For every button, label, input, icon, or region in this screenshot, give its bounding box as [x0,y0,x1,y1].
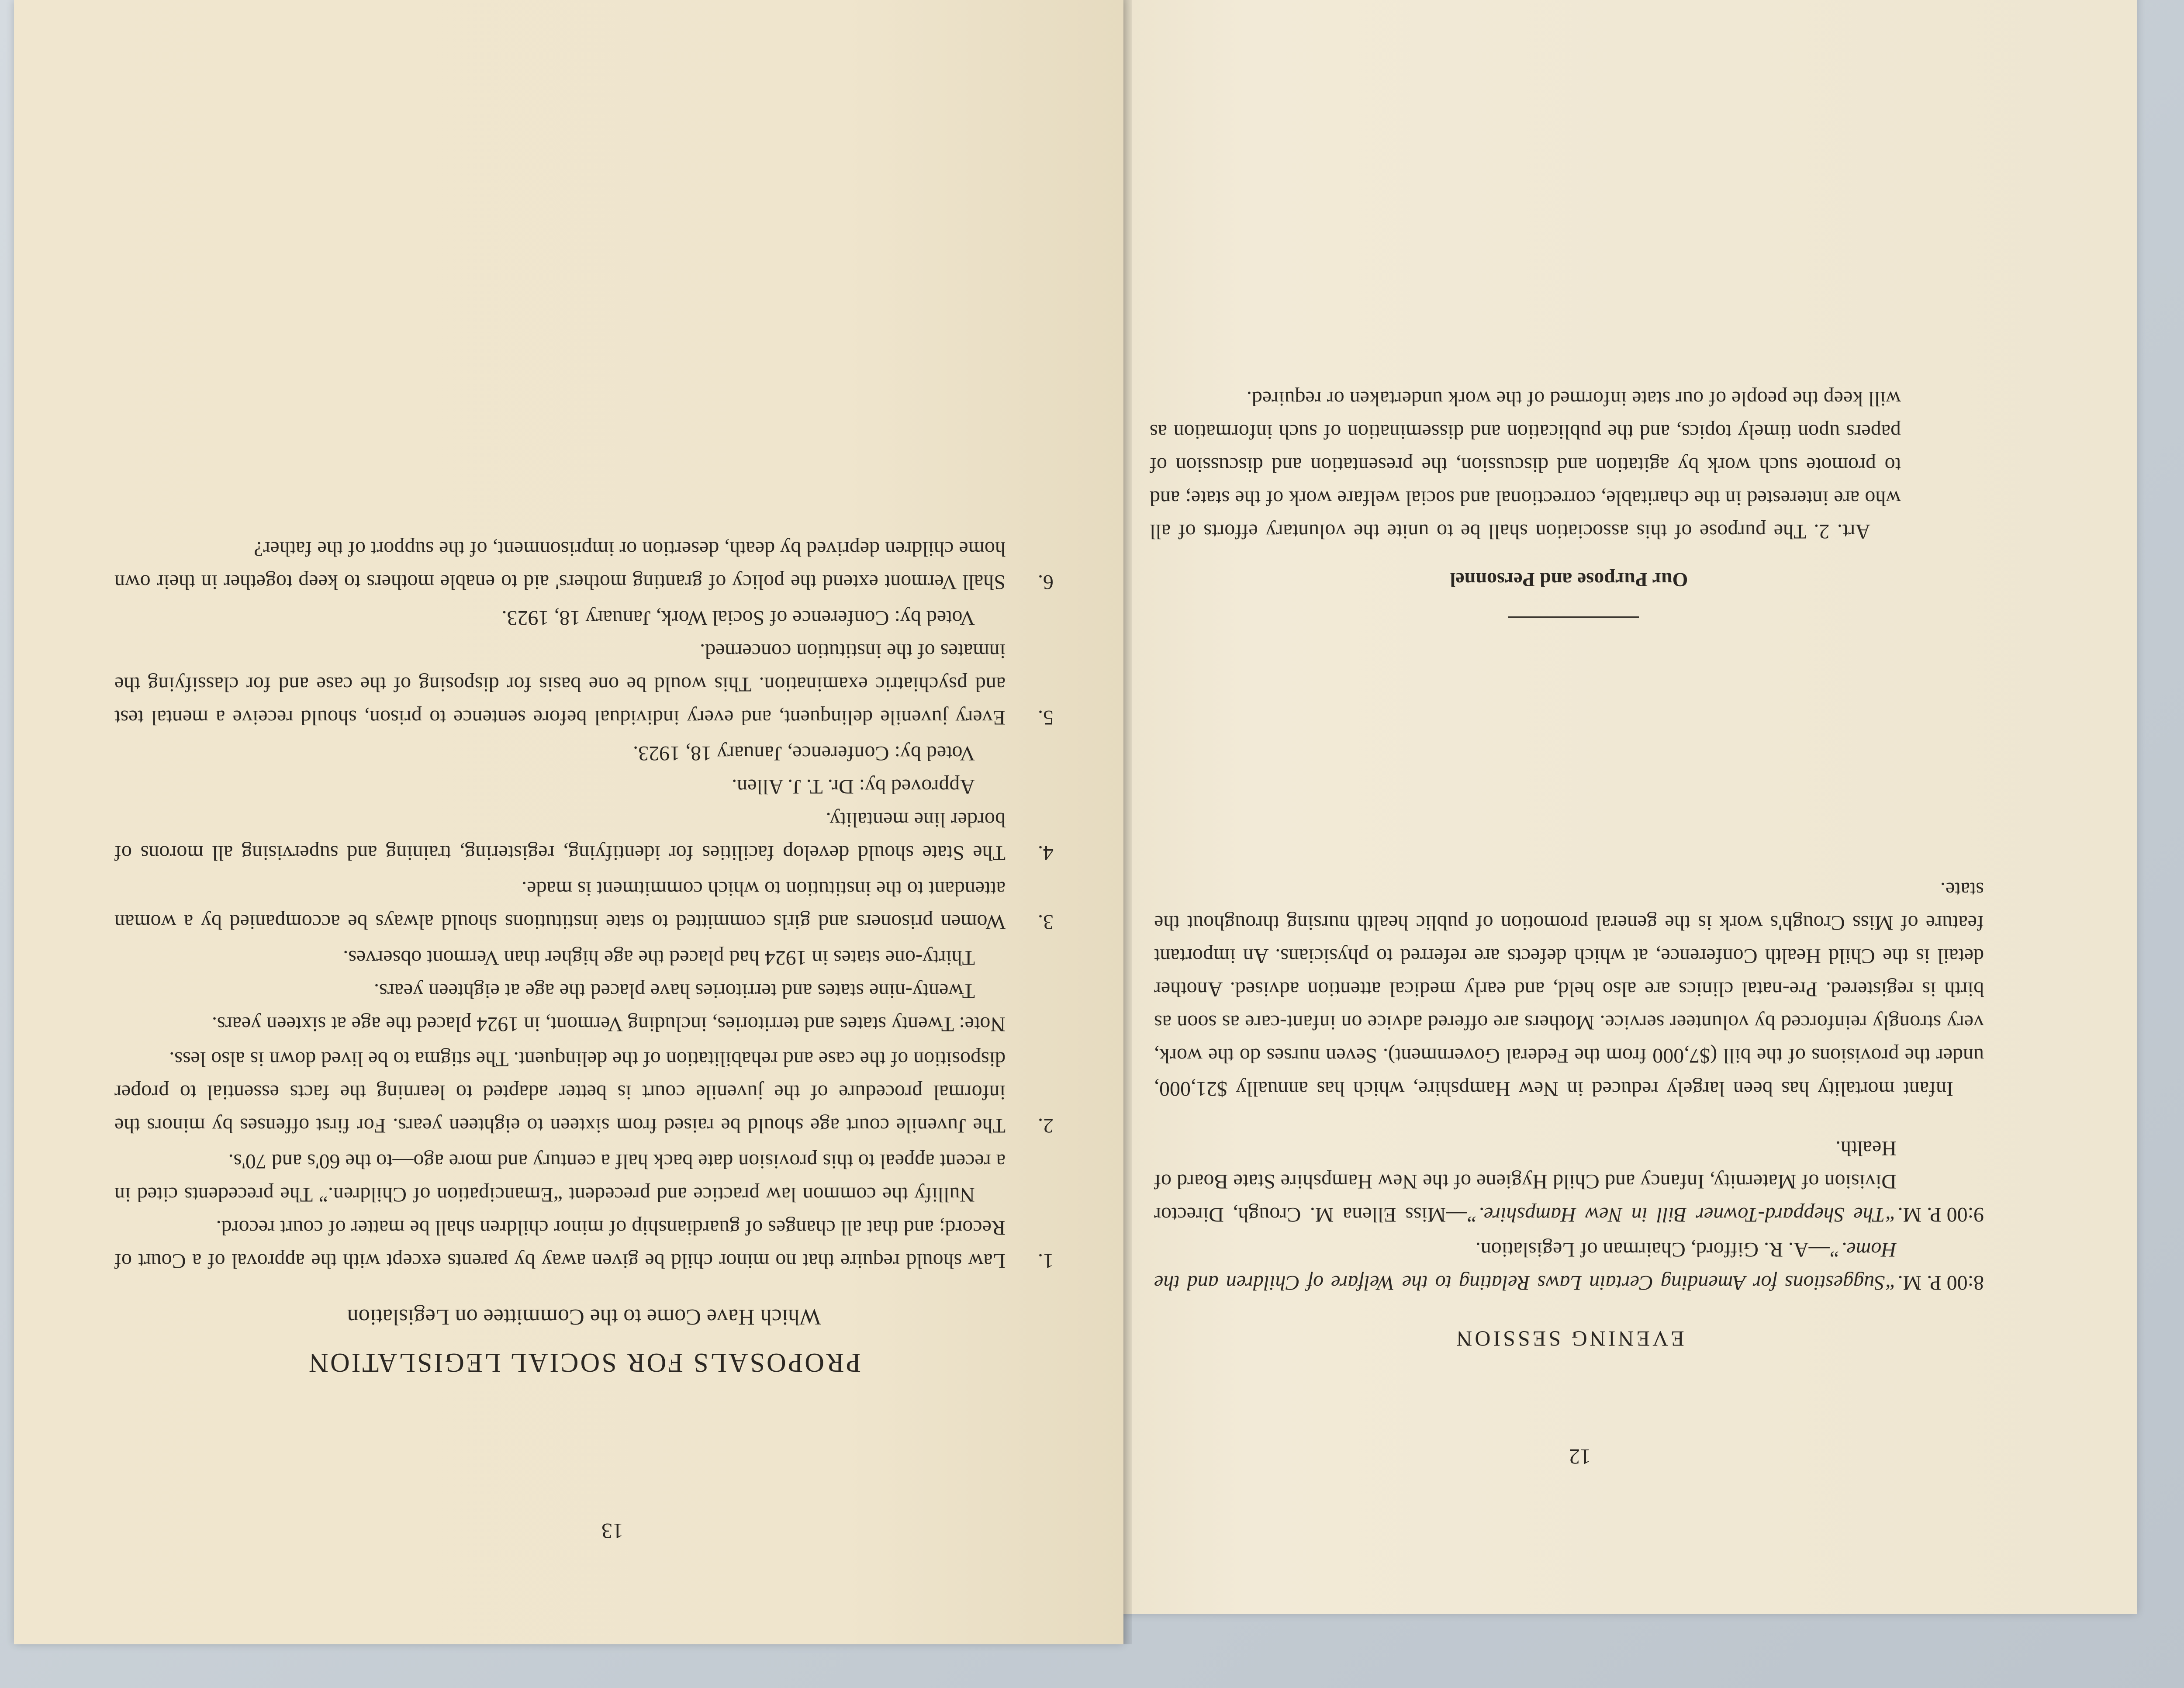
note-text: Thirty-one states in 1924 had placed the age higher than Vermont observes. [343,946,975,969]
proposal-number: 6. [1038,571,1054,594]
proposal-text: Law should require that no minor child be given away by parents except with the approval of a Court of Record; and that all changes of guardianship of minor children shall be matter of court record. [114,1216,1006,1273]
approval-line: Voted by: Conference of Social Work, January 18, 1923. [501,606,975,630]
proposal-number: 2. [1038,1114,1054,1137]
proposal-number: 3. [1038,910,1054,934]
schedule-speaker: —Miss Ellena M. Crough, Director Division of Maternity, Infancy and Child Hygiene of the New Hampshire State Board of Health. [1154,1137,1897,1226]
page-number: 13 [601,1519,623,1543]
proposal-item [114,1145,1054,1277]
proposal-text: Shall Vermont extend the policy of granting mothers' aid to enable mothers to keep together in their own home children deprived by death, desertion or imprisonment, of the support of the father? [114,537,1006,594]
proposal-number: 5. [1038,706,1054,729]
proposal-text: Women prisoners and girls committed to state institutions should always be accompanied by a woman attendant to the institution to which commitment is made. [114,877,1006,934]
note-label: Note: [959,1013,1006,1036]
page-12 [1023,0,2137,1614]
page-title: PROPOSALS FOR SOCIAL LEGISLATION [307,1348,861,1377]
schedule-item [1154,1233,1984,1299]
page-13 [14,0,1123,1644]
proposal-item [114,532,1054,598]
approval-line: Approved by: Dr. T. J. Allen. [732,775,975,798]
purpose-section [1150,382,1901,548]
proposal-item [114,941,1054,1142]
purpose-paragraph: Art. 2. The purpose of this association shall be to unite the voluntary efforts of all who are interested in the charitable, correctional and social welfare work of the state; and to promote such work by agitation and discussion, the presentation and discussion of papers upon timely topics, and the publication and dissemination of such information as will keep the people of our state informed of the work undertaken or required. [1150,387,1901,543]
proposal-text: The Juvenile court age should be raised from sixteen to eighteen years. For first offenses by minors the informal procedure of the juvenile court is better adapted to learning the facts essential to proper disposition of the case and rehabilitation of the delinquent. The stigma to be lived down is also less. [114,1048,1006,1137]
session-schedule [1154,873,1984,1299]
page-subtitle: Which Have Come to the Committee on Legislation [347,1304,821,1329]
schedule-item [1154,1131,1984,1231]
purpose-heading: Our Purpose and Personnel [1450,569,1688,591]
schedule-title: “Suggestions for Amending Certain Laws Relating to the Welfare of Children and the Home.” [1154,1238,1897,1294]
schedule-title: “The Sheppard-Towner Bill in New Hampshire.” [1467,1203,1897,1226]
body-paragraph: Infant mortality has been largely reduced in New Hampshire, which has annually $21,000, under the provisions of the bill ($7,000 from the Federal Government). Seven nurses do the work, very strongly reinforced by volunteer service. Mothers are offered advice on infant-care as soon as birth is registered. Pre-natal clinics are also held, and early medical attention advised. Another detail is the Child Health Conference, at which defects are referred to physicians. An important feature of Miss Crough's work is the general promotion of public health nursing throughout the state. [1154,878,1984,1100]
note [114,1007,1006,1041]
proposal-item [114,872,1054,938]
approval-line: Voted by: Conference, January 18, 1923. [633,742,975,765]
schedule-time: 8:00 P. M. [1897,1271,1984,1294]
proposal-text: Every juvenile delinquent, and every individual before sentence to prison, should receive a mental test and psychiatric examination. This would be one basis for disposing of the case and for classifying the inmates of the institution concerned. [114,640,1006,729]
section-rule [1508,616,1639,618]
session-heading: EVENING SESSION [1454,1327,1684,1351]
proposal-number: 1. [1038,1249,1054,1273]
proposal-item [114,737,1054,869]
schedule-speaker: —A. R. Gifford, Chairman of Legislation. [1475,1238,1830,1261]
page-number: 12 [1569,1445,1591,1469]
proposal-number: 4. [1038,841,1054,865]
note-text: Twenty-nine states and territories have placed the age at eighteen years. [373,979,975,1003]
schedule-time: 9:00 P. M. [1897,1203,1984,1226]
proposals-list [114,529,1054,1277]
note-text: Twenty states and territories, including Vermont, in 1924 placed the age at sixteen years. [211,1013,954,1036]
proposal-text: Nullify the common law practice and precedent “Emancipation of Children.” The precedents cited in a recent appeal to this provision date back half a century and more ago—to the 60's and 70's. [114,1150,1006,1206]
proposal-text: The State should develop facilities for identifying, registering, training and supervising all morons of border line mentality. [114,808,1006,865]
proposal-item [114,601,1054,734]
